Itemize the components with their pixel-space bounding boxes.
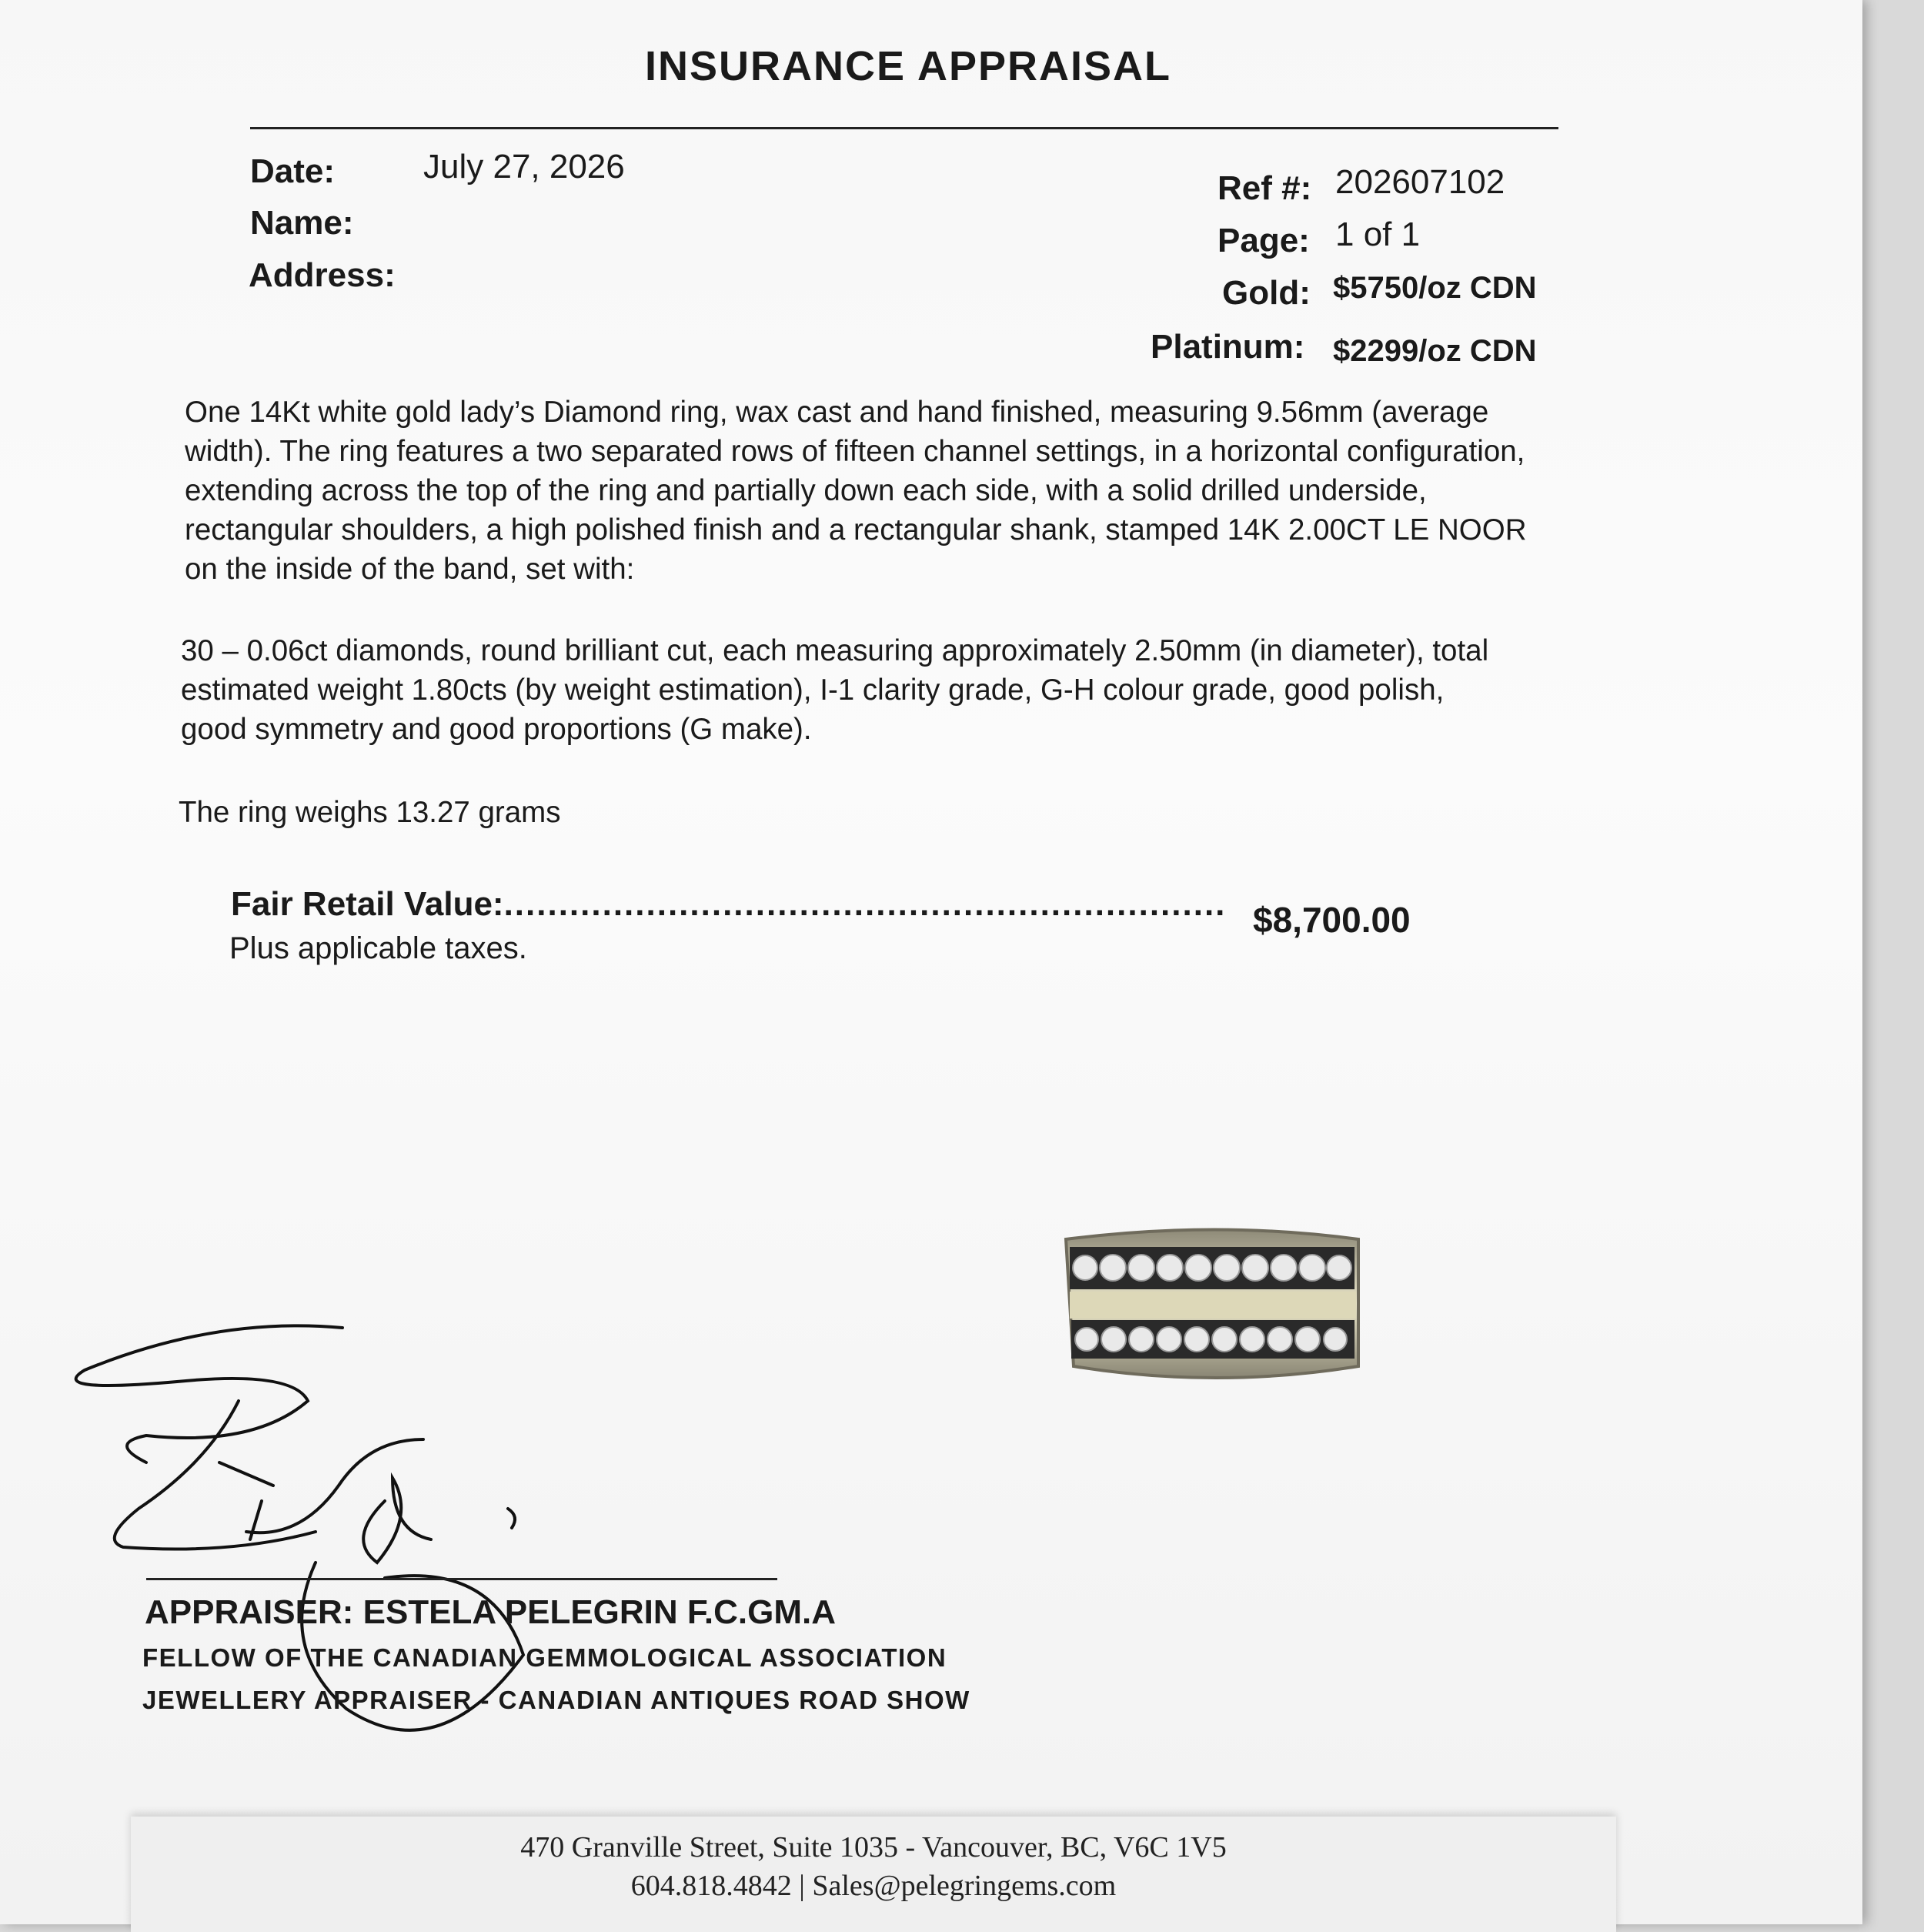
diamonds-line: 30 – 0.06ct diamonds, round brilliant cut, each measuring approximately 2.50mm (in diameter), total xyxy=(181,634,1489,667)
appraiser-credential-1: FELLOW OF THE CANADIAN GEMMOLOGICAL ASSOCIATION xyxy=(142,1643,947,1672)
diamonds-line: good symmetry and good proportions (G make). xyxy=(181,713,812,746)
diamonds-paragraph xyxy=(181,631,1488,749)
taxes-note: Plus applicable taxes. xyxy=(229,931,527,965)
ref-value: 202607102 xyxy=(1335,163,1505,201)
footer-address: 470 Granville Street, Suite 1035 - Vancouver, BC, V6C 1V5 xyxy=(520,1831,1227,1863)
date-label: Date: xyxy=(250,152,336,190)
ring-weight: The ring weighs 13.27 grams xyxy=(179,796,561,829)
ring-photo xyxy=(1062,1224,1370,1385)
description-line: rectangular shoulders, a high polished finish and a rectangular shank, stamped 14K 2.00CT LE NOOR xyxy=(185,513,1527,547)
page-value: 1 of 1 xyxy=(1335,216,1421,253)
address-label: Address: xyxy=(249,256,396,294)
platinum-label: Platinum: xyxy=(1151,328,1305,366)
fair-retail-value-amount: $8,700.00 xyxy=(1253,900,1411,940)
company-footer xyxy=(131,1817,1616,1932)
page-label: Page: xyxy=(1218,222,1310,259)
title-divider xyxy=(250,127,1558,129)
appraiser-name: APPRAISER: ESTELA PELEGRIN F.C.GM.A xyxy=(145,1593,837,1631)
name-label: Name: xyxy=(250,204,354,242)
gold-label: Gold: xyxy=(1222,274,1311,312)
footer-contact: 604.818.4842 | Sales@pelegringems.com xyxy=(630,1870,1117,1902)
gold-value: $5750/oz CDN xyxy=(1333,271,1537,305)
description-line: One 14Kt white gold lady’s Diamond ring, wax cast and hand finished, measuring 9.56mm (average xyxy=(185,396,1489,429)
description-paragraph xyxy=(185,393,1527,589)
description-line: extending across the top of the ring and partially down each side, with a solid drilled underside, xyxy=(185,474,1427,507)
leader-dots: .................................................................. xyxy=(503,885,1227,923)
description-line: on the inside of the band, set with: xyxy=(185,553,635,586)
diamonds-line: estimated weight 1.80cts (by weight estimation), I-1 clarity grade, G-H colour grade, good polish, xyxy=(181,674,1445,707)
document-title: INSURANCE APPRAISAL xyxy=(644,43,1172,89)
fair-retail-label-text: Fair Retail Value: xyxy=(231,885,504,923)
description-line: width). The ring features a two separated rows of fifteen channel settings, in a horizontal configuration, xyxy=(185,435,1525,468)
signature-line xyxy=(146,1578,777,1580)
platinum-value: $2299/oz CDN xyxy=(1333,334,1537,368)
date-value: July 27, 2026 xyxy=(423,148,625,186)
appraiser-credential-2: JEWELLERY APPRAISER - CANADIAN ANTIQUES ROAD SHOW xyxy=(142,1686,970,1714)
ref-label: Ref #: xyxy=(1218,169,1312,207)
appraiser-signature xyxy=(62,1309,616,1832)
